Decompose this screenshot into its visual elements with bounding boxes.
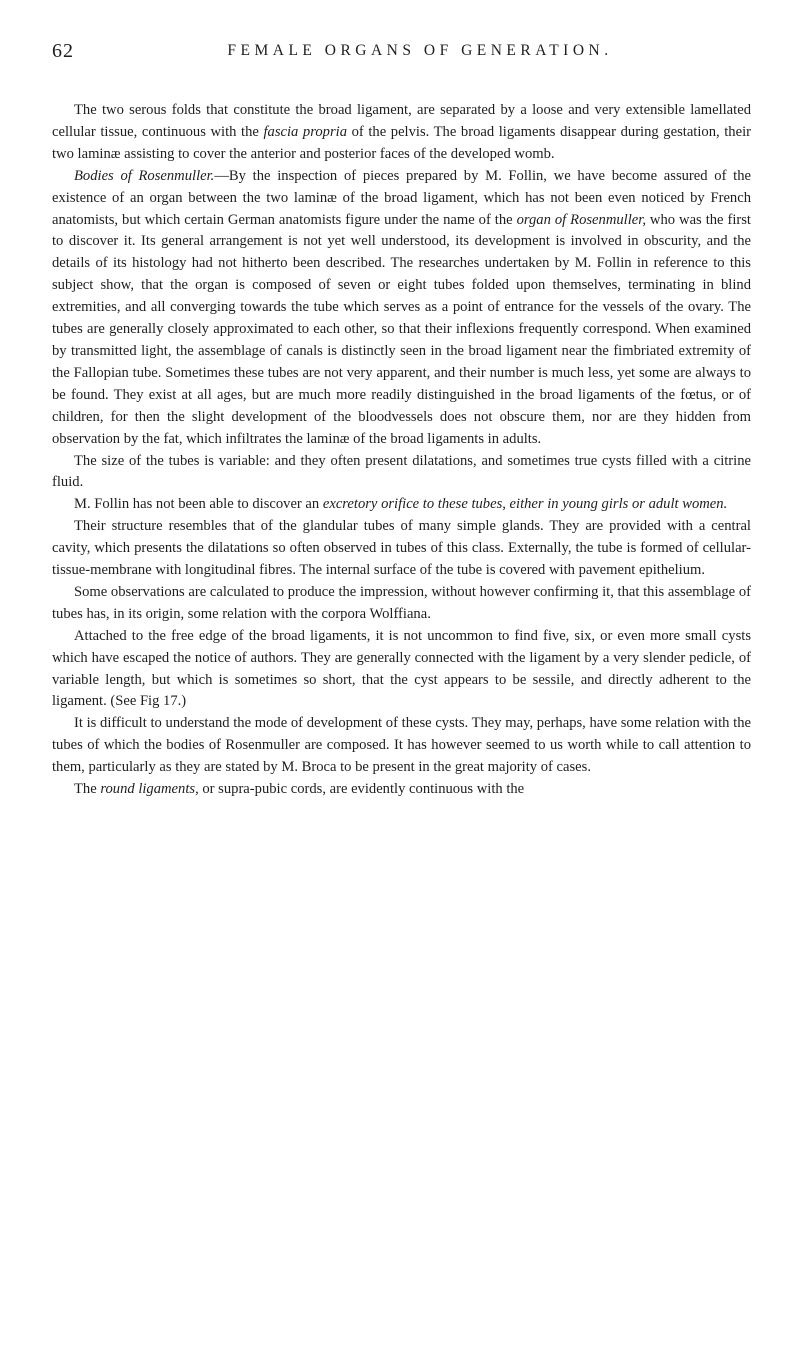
page-number: 62 [52,40,74,62]
paragraph-round-ligaments [52,779,751,801]
text-run: Their structure resembles that of the glandular tubes of many simple glands. They are provided with a central cavity, which presents the dilatations so often observed in tubes of this class. Externally, the tube is formed of cellular-tissue-membrane with longitudinal fibres. The internal surface of the tube is covered with pavement epithelium. [52,518,751,579]
paragraph-cyst-development [52,713,751,779]
running-head: FEMALE ORGANS OF GENERATION. [227,42,613,59]
italic-term: excretory orifice to these tubes, either in young girls or adult women. [322,496,728,513]
paragraph-broad-ligament [52,100,751,166]
paragraph-cysts [52,626,751,714]
italic-term: fascia propria [263,123,347,140]
page-header [52,40,748,66]
paragraph-rosenmuller [52,166,751,451]
paragraph-corpora-wolffiana [52,582,751,626]
text-run: who was the first to discover it. Its general arrangement is not yet well understood, its development is involved in obscurity, and the details of its histology had not hitherto been described. The researches undertaken by M. Follin in reference to this subject show, that the organ is composed of seven or eight tubes folded upon themselves, terminating in blind extremities, and all converging towards the tube which serves as a point of entrance for the vessels of the ovary. The tubes are generally closely approximated to each other, so that their inflexions frequently correspond. When examined by transmitted light, the assemblage of canals is distinctly seen in the broad ligament near the fimbriated extremity of the Fallopian tube. Sometimes these tubes are not very apparent, and their number is much less, yet some are always to be found. They exist at all ages, but are much more readily distinguished in the broad ligaments of the fœtus, or of children, for then the slight development of the bloodvessels does not obscure them, nor are they hidden from observation by the fat, which infiltrates the laminæ of the broad ligaments in adults. [52,211,751,447]
paragraph-structure [52,516,751,582]
paragraph-tube-size [52,451,751,495]
text-run: The [74,781,101,798]
italic-term: round ligaments, [100,781,199,798]
paragraph-excretory-orifice [52,494,751,516]
text-run: M. Follin has not been able to discover an [74,496,323,513]
body-text [52,100,751,801]
text-run: of the pelvis. The broad ligaments disappear during gestation, their two laminæ assisting to cover the anterior and posterior faces of the developed womb. [52,123,751,162]
text-run: Some observations are calculated to produce the impression, without however confirming it, that this assemblage of tubes has, in its origin, some relation with the corpora Wolffiana. [52,583,751,622]
text-run: Attached to the free edge of the broad ligaments, it is not uncommon to find five, six, or even more small cysts which have escaped the notice of authors. They are generally connected with the ligament by a very slender pedicle, of variable length, but which is sometimes so short, that the cyst appears to be sessile, and directly adherent to the ligament. (See Fig 17.) [52,627,751,710]
text-run: or supra-pubic cords, are evidently continuous with the [198,781,525,798]
section-heading: Bodies of Rosenmuller. [74,167,215,184]
text-run: The two serous folds that constitute the broad ligament, are separated by a loose and very extensible lamellated cellular tissue, continuous with the [52,102,751,140]
italic-term: organ of Rosenmuller, [516,211,646,228]
text-run: The size of the tubes is variable: and they often present dilatations, and sometimes true cysts filled with a citrine fluid. [52,452,751,491]
text-run: —By the inspection of pieces prepared by M. Follin, we have become assured of the existence of an organ between the two laminæ of the broad ligament, which has not been even noticed by French anatomists, but which certain German anatomists figure under the name of the [52,167,751,228]
text-run: It is difficult to understand the mode of development of these cysts. They may, perhaps, have some relation with the tubes of which the bodies of Rosenmuller are composed. It has however seemed to us worth while to call attention to them, particularly as they are stated by M. Broca to be present in the great majority of cases. [52,715,751,776]
